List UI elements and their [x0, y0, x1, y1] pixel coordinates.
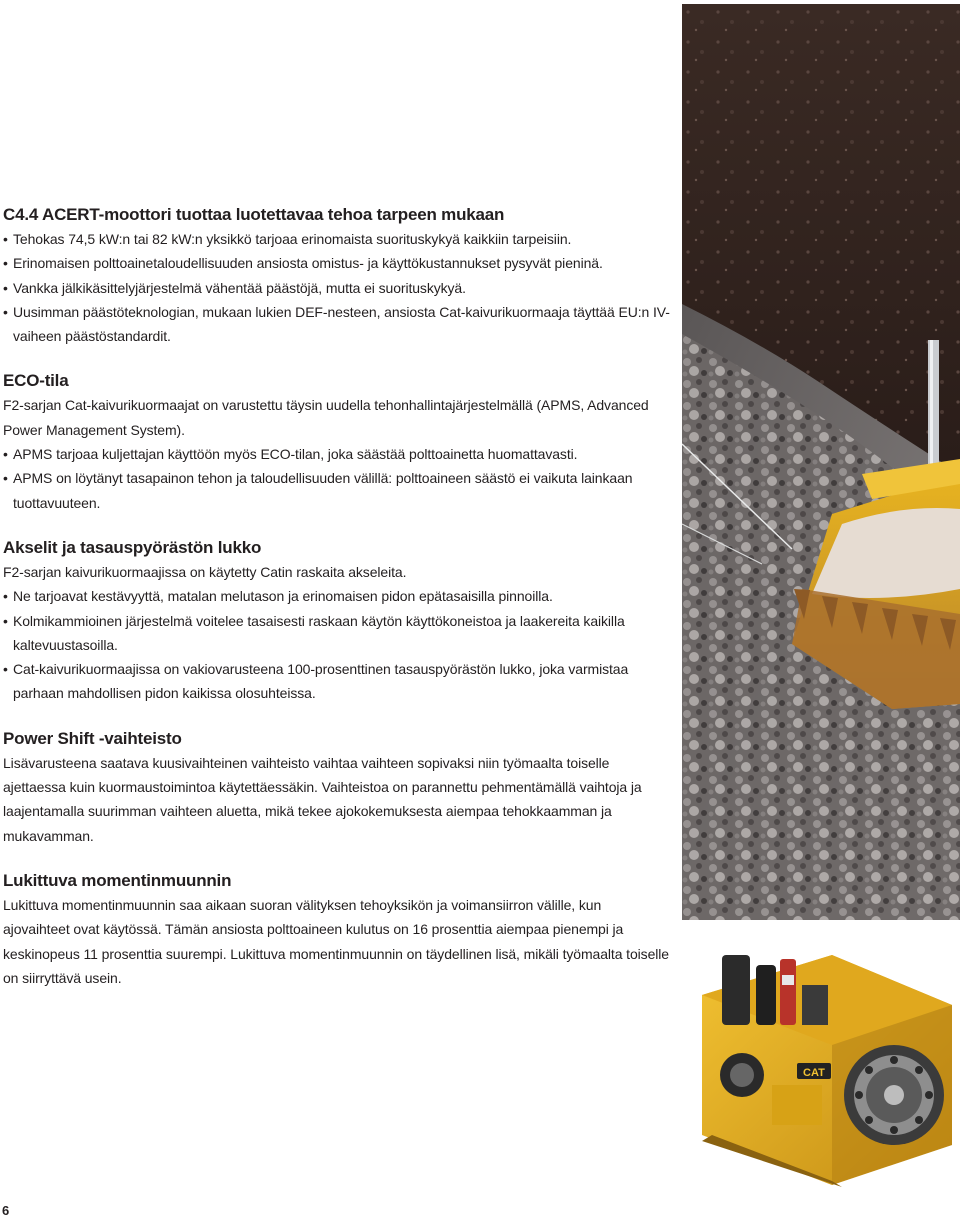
- list-item: • APMS on löytänyt tasapainon tehon ja taloudellisuuden välillä: polttoaineen säästö ei vaikuta lainkaan tuottavuuteen.: [3, 466, 671, 515]
- section-heading: Akselit ja tasauspyörästön lukko: [3, 537, 262, 557]
- list-item: • Vankka jälkikäsittelyjärjestelmä vähentää päästöjä, mutta ei suorituskykyä.: [3, 276, 671, 300]
- bullet-list: [3, 584, 671, 705]
- engine-badge: CAT: [803, 1067, 825, 1079]
- list-item: • Uusimman päästöteknologian, mukaan lukien DEF-nesteen, ansiosta Cat-kaivurikuormaaja täyttää EU:n IV-vaiheen päästöstandardit.: [3, 300, 671, 349]
- section-power-shift: [3, 727, 671, 848]
- section-torque-converter: [3, 869, 671, 990]
- list-item: • APMS tarjoaa kuljettajan käyttöön myös ECO-tilan, joka säästää polttoainetta huomattavasti.: [3, 442, 671, 466]
- section-eco-mode: [3, 369, 671, 514]
- section-axles: [3, 536, 671, 706]
- page-number: 6: [2, 1203, 10, 1218]
- list-item: • Ne tarjoavat kestävyyttä, matalan melutason ja erinomaisen pidon epätasaisilla pinnoilla.: [3, 584, 671, 608]
- section-intro: F2-sarjan Cat-kaivurikuormaajat on varustettu täysin uudella tehonhallintajärjestelmällä (APMS, Advanced Power Management System).: [3, 397, 649, 438]
- section-intro: F2-sarjan kaivurikuormaajissa on käytetty Catin raskaita akseleita.: [3, 563, 407, 580]
- section-heading: C4.4 ACERT-moottori tuottaa luotettavaa tehoa tarpeen mukaan: [3, 205, 505, 224]
- section-engine: [3, 203, 671, 348]
- text-column: [3, 203, 671, 1011]
- section-heading: Lukittuva momentinmuunnin: [3, 870, 232, 890]
- list-item: • Erinomaisen polttoainetaloudellisuuden ansiosta omistus- ja käyttökustannukset pysyvät pieninä.: [3, 251, 671, 275]
- section-heading: Power Shift -vaihteisto: [3, 728, 182, 748]
- list-item: • Kolmikammioinen järjestelmä voitelee tasaisesti raskaan käytön käyttökoneistoa ja laakereita kaikilla kaltevuustasoilla.: [3, 609, 671, 658]
- section-body: Lisävarusteena saatava kuusivaihteinen vaihteisto vaihtaa vaihteen sopivaksi niin työmaalta toiselle ajettaessa kuin kuormaustoimintoa käytettäessäkin. Vaihteistoa on parannettu pehmentämällä vaihtoja ja laajentamalla suurimman vaihteen aluetta, mikä tekee ajokokemuksesta aiempaa tehokkaamman ja mukavamman.: [3, 754, 642, 844]
- list-item: • Cat-kaivurikuormaajissa on vakiovarusteena 100-prosenttinen tasauspyörästön lukko, joka varmistaa parhaan mahdollisen pidon kaikissa olosuhteissa.: [3, 657, 671, 706]
- engine-photo: [682, 935, 960, 1193]
- bullet-list: [3, 442, 671, 515]
- section-heading: ECO-tila: [3, 371, 69, 391]
- section-body: Lukittuva momentinmuunnin saa aikaan suoran välityksen tehoyksikön ja voimansiirron välille, kun ajovaihteet ovat käytössä. Tämän ansiosta polttoaineen kulutus on 16 prosenttia aiempaa pienempi ja keskinopeus 11 prosenttia suurempi. Lukittuva momentinmuunnin on täydellinen lisä, mikäli työmaalta toiselle on siirryttävä usein.: [3, 896, 669, 986]
- loader-bucket-photo: [682, 4, 960, 920]
- list-item: • Tehokas 74,5 kW:n tai 82 kW:n yksikkö tarjoaa erinomaista suorituskykyä kaikkiin tarpeisiin.: [3, 227, 671, 251]
- bullet-list: [3, 227, 671, 348]
